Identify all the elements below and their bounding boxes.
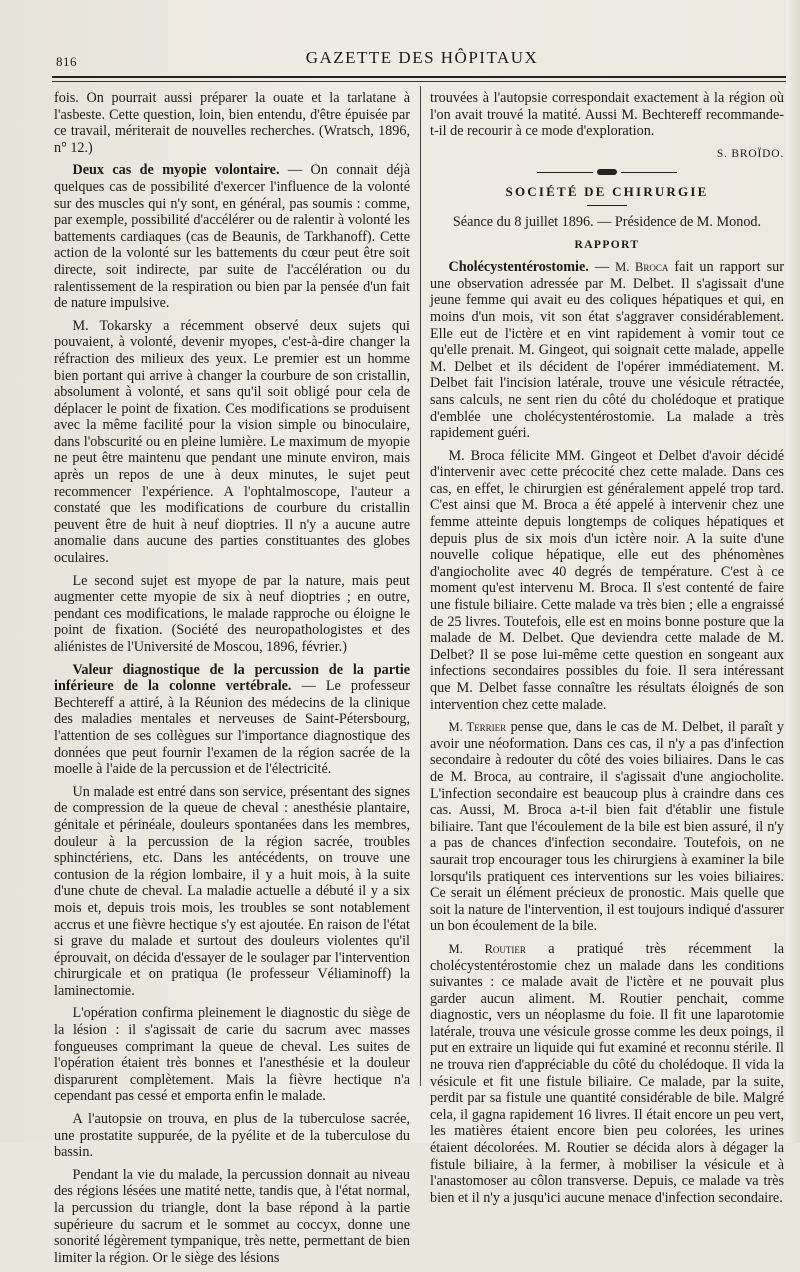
page-edge [786, 0, 800, 1143]
article-title: Cholécystentérostomie. [448, 259, 589, 276]
paragraph-text: fait un rapport sur une observation adressée par M. Delbet. Il s'agissait d'une jeune femme qui avait eu des coliques hépatiques et qui, en moins d'un mois, vit son état s'aggraver considérablement. Elle eut de l'ictère et en vint rapidement à vomir tout ce qu'elle prenait. M. Gingeot, qui soignait cette malade, appelle M. Delbet et ils décident de l'opérer immédiatement. M. Delbet fait l'incision latérale, trouve une vésicule rétractée, sans calculs, ne sent rien du côté du cholédoque et pratique d'emblée une cholécystentérostomie. La malade a très rapidement guéri. [430, 259, 784, 442]
article-myopie [54, 162, 410, 311]
speaker-name: M. Broca [615, 260, 669, 275]
paragraph: trouvées à l'autopsie correspondait exactement à la région où l'on avait trouvé la matité. Aussi M. Bechtereff recommande-t-il de recourir à ce mode d'exploration. [430, 90, 784, 140]
speaker-name: M. Routier [448, 941, 526, 956]
paragraph: M. Broca félicite MM. Gingeot et Delbet d'avoir décidé d'intervenir avec cette précocité chez cette malade. Dans ces cas, en effet, le chirurgien est généralement appelé trop tard. C'est ainsi que M. Broca a été appelé à intervenir chez une femme atteinte depuis longtemps de coliques hépatiques et depuis plus de six mois d'un ictère noir. A la suite d'une nouvelle colique hépatique, elle eut des phénomènes d'angiocholite avec 40 degrés de température. C'est à ce moment qu'est intervenu M. Broca. Il s'est contenté de faire une fistule biliaire. Cette malade va très bien ; elle a engraissé de 25 livres. Toutefois, elle est en moins bonne posture que la malade de M. Delbet. Que deviendra cette malade de M. Delbet? Il se pose lui-même cette question en songeant aux infections secondaires possibles du foie. Il sera intéressant que M. Delbet fasse connaître les résultats éloignés de son intervention chez cette malade. [430, 447, 784, 713]
speaker-name: M. Terrier [448, 720, 507, 735]
paragraph-routier [430, 941, 784, 1207]
left-column [54, 90, 410, 1272]
article-title: Deux cas de myopie volontaire. [72, 162, 280, 179]
paragraph-terrier [430, 719, 784, 935]
paragraph: Pendant la vie du malade, la percussion donnait au niveau des régions lésées une matité nette, tandis que, à l'état normal, la percussion du triangle, dont la base répond à la partie supérieure du sacrum et le sommet au coccyx, donne une sonorité légèrement tympanique, très nette, permettant de bien limiter la région. Or le siège des lésions [54, 1166, 410, 1266]
paragraph-text: pense que, dans le cas de M. Delbet, il paraît y avoir une néoformation. Dans ces cas, il n'y a pas d'infection secondaire à redouter du côté des voies biliaires. Dans le cas de M. Broca, au contraire, il s'agissait d'une angiocholite. L'infection secondaire est beaucoup plus à craindre dans ces cas. Aussi, M. Broca a-t-il bien fait d'établir une fistule biliaire. Tant que l'écoulement de la bile est bien assuré, il n'y a pas de chances d'infection secondaire. Toutefois, on ne saurait trop encourager tous les chirurgiens à examiner la bile lorsqu'ils pratiquent ces interventions sur les voies biliaires. Ce serait un élément précieux de pronostic. Mais quelle que soit la nature de l'intervention, il est toujours indiqué d'assurer un bon écoulement de la bile. [430, 719, 784, 935]
paragraph: fois. On pourrait aussi préparer la ouate et la tarlatane à l'asbeste. Cette question, loin, bien entendu, d'être épuisée par ce travail, mériterait de nouvelles recherches. (Wratsch, 1896, n° 12.) [54, 90, 410, 156]
paragraph-text: a pratiqué très récemment la cholécystentérostomie chez un malade dans les conditions suivantes : ce malade avait de l'ictère et ne pouvait plus garder aucun aliment. M. Routier penchait, comme diagnostic, vers un néoplasme du foie. Il fit une laparotomie latérale, trouva une vésicule grosse comme les deux poings, il put en extraire un liquide qui fut examiné et reconnu stérile. Il ne trouva rien d'appréciable du côté du cholédoque. Il vida la vésicule et fit une fistule biliaire. Ce malade, par la suite, perdit par sa fistule une quantité considérable de bile. Malgré cela, il gagna rapidement 16 livres. Il était encore un peu vert, les matières étaient encore bien peu colorées, les urines étaient décolorées. M. Routier se décida alors à dégager la fistule biliaire, à la fermer, à mobiliser la vésicule et à l'anastomoser au côlon transverse. Depuis, ce malade va très bien et il n'y a jusqu'ici aucune menace d'infection secondaire. [430, 940, 784, 1206]
paragraph: L'opération confirma pleinement le diagnostic du siège de la lésion : il s'agissait de carie du sacrum avec masses fongueuses comprimant la queue de cheval. Les suites de l'opération étaient très bonnes et l'anesthésie et la douleur disparurent complètement. Mais la fièvre hectique n'a cependant pas cessé et emporta enfin le malade. [54, 1005, 410, 1105]
section-ornament [537, 170, 677, 176]
article-title: Valeur diagnostique de la percussion de la partie inférieure de la colonne vertébrale. [54, 661, 410, 695]
column-divider [420, 86, 421, 1086]
header-rule-thick [52, 76, 792, 78]
right-column [430, 90, 784, 1212]
paragraph-text: — On connait déjà quelques cas de possibilité d'exercer l'influence de la volonté sur des muscles qui n'y sont, en général, pas soumis : comme, par exemple, possibilité d'accélérer ou de ralentir à volonté les battements cardiaques (cas de Beaunis, de Tarkhanoff). Cette action de la volonté sur les battements du cœur peut être soit directe, soit indirecte, par suite de l'accélération ou du ralentissement de la respiration ou bien par la pensée d'un fait de nature impulsive. [54, 162, 410, 312]
journal-title: GAZETTE DES HÔPITAUX [305, 48, 539, 67]
paragraph: M. Tokarsky a récemment observé deux sujets qui pouvaient, à volonté, devenir myopes, c'est-à-dire changer la réfraction des milieux des yeux. Le premier est un homme bien portant qui arrive à changer la courbure de son cristallin, absolument à volonté, et sans qu'il soit obligé pour cela de déplacer le point de fixation. Ces modifications se produisent avec la même facilité pour la vision simple ou binoculaire, dans l'obscurité ou en pleine lumière. Le maximum de myopie ne peut être maintenu que pendant une minute environ, mais après un repos de une à deux minutes, le sujet peut recommencer l'expérience. A l'ophtalmoscope, l'auteur a constaté que les modifications de courbure du cristallin peuvent être de huit à neuf dioptries. Il n'y a aucune autre anomalie dans aucune des parties constituantes des globes oculaires. [54, 317, 410, 567]
page-header [52, 46, 792, 76]
author-signature: S. BROÏDO. [716, 147, 784, 160]
section-heading: SOCIÉTÉ DE CHIRURGIE [505, 184, 709, 200]
page-number: 816 [56, 54, 77, 69]
paragraph: A l'autopsie on trouva, en plus de la tuberculose sacrée, une prostatite suppurée, de la pyélite et de la tuberculose du bassin. [54, 1111, 410, 1161]
short-rule [587, 205, 627, 206]
article-cholecystenterostomie [430, 259, 784, 442]
report-heading: RAPPORT [574, 238, 640, 251]
paragraph-text: — [588, 259, 616, 276]
paragraph-text: — Le professeur Bechtereff a attiré, à la Réunion des médecins de la clinique des maladies mentales et nerveuses de Saint-Pétersbourg, l'attention de ses collègues sur l'importance diagnostique des données que peut fournir l'examen de la région sacrée de la moelle à l'aide de la percussion et de l'électricité. [54, 678, 410, 778]
paragraph: Un malade est entré dans son service, présentant des signes de compression de la queue de cheval : anesthésie plantaire, génitale et périnéale, douleurs spontanées dans les membres, douleur à la percussion de la région sacrée, troubles sphinctériens, etc. Dans les antécédents, on trouve une contusion de la région lombaire, il y a huit mois, à la suite d'une chute de cheval. La maladie actuelle a débuté il y a six mois et, depuis trois mois, les troubles se sont notablement accrus et une fièvre hectique s'y est ajoutée. En raison de l'état si grave du malade et surtout des douleurs violentes qu'il éprouvait, on décida d'essayer de le soulager par l'intervention chirurgicale et on pratiqua (le professeur Véliaminoff) la laminectomie. [54, 783, 410, 999]
paragraph: Le second sujet est myope de par la nature, mais peut augmenter cette myopie de six à neuf dioptries ; en outre, pendant ces modifications, le malade rapproche ou éloigne le point de fixation. (Société des neuropathologistes et des aliénistes de l'Université de Moscou, 1896, février.) [54, 572, 410, 655]
session-line: Séance du 8 juillet 1896. — Présidence de M. Monod. [452, 213, 762, 230]
header-rule-thin [52, 81, 792, 82]
article-valeur [54, 662, 410, 778]
